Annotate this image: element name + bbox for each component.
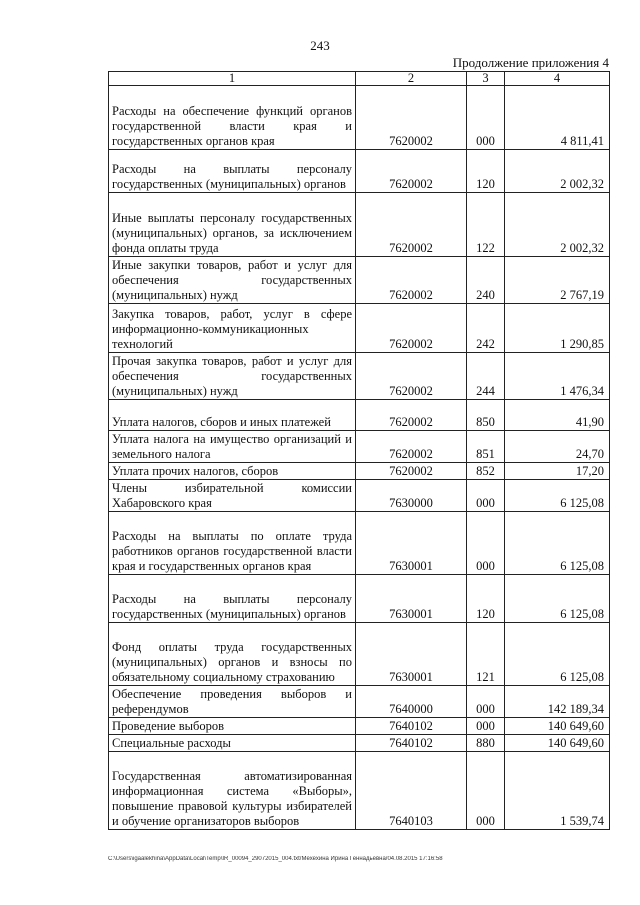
amount-cell: 140 649,60 xyxy=(505,718,610,735)
table-row xyxy=(109,257,610,304)
amount-cell: 2 767,19 xyxy=(505,257,610,304)
expense-name-cell: Прочая закупка товаров, работ и услуг для обеспечения государственных (муниципальных) нужд xyxy=(109,353,356,400)
expense-type-cell: 000 xyxy=(467,752,505,830)
expense-type-cell: 242 xyxy=(467,304,505,353)
expense-type-cell: 000 xyxy=(467,480,505,512)
expense-name-cell: Обеспечение проведения выборов и референдумов xyxy=(109,686,356,718)
expense-type-cell: 120 xyxy=(467,575,505,623)
expense-name-cell: Уплата налога на имущество организаций и земельного налога xyxy=(109,431,356,463)
header-cell: 4 xyxy=(505,72,610,86)
table-row xyxy=(109,463,610,480)
expense-type-cell: 120 xyxy=(467,150,505,193)
amount-cell: 2 002,32 xyxy=(505,150,610,193)
expense-type-cell: 000 xyxy=(467,686,505,718)
expense-type-cell: 000 xyxy=(467,718,505,735)
amount-cell: 6 125,08 xyxy=(505,512,610,575)
table-row xyxy=(109,623,610,686)
target-code-cell: 7630001 xyxy=(356,512,467,575)
target-code-cell: 7640000 xyxy=(356,686,467,718)
file-path-footer: C:\Users\igaalekhina\AppData\Local\Temp\IR_00094_29072015_004.txt/Мехехина Ирина Геннадьевна/04.08.2015 17:16:58 xyxy=(108,856,443,862)
amount-cell: 24,70 xyxy=(505,431,610,463)
target-code-cell: 7640102 xyxy=(356,735,467,752)
target-code-cell: 7620002 xyxy=(356,86,467,150)
expense-name-cell: Иные выплаты персоналу государственных (муниципальных) органов, за исключением фонда оплаты труда xyxy=(109,193,356,257)
target-code-cell: 7620002 xyxy=(356,193,467,257)
expense-type-cell: 240 xyxy=(467,257,505,304)
expense-name-cell: Государственная автоматизированная информационная система «Выборы», повышение правовой культуры избирателей и обучение организаторов выборов xyxy=(109,752,356,830)
amount-cell: 1 476,34 xyxy=(505,353,610,400)
table-row xyxy=(109,400,610,431)
table-row xyxy=(109,304,610,353)
amount-cell: 4 811,41 xyxy=(505,86,610,150)
header-cell: 2 xyxy=(356,72,467,86)
amount-cell: 2 002,32 xyxy=(505,193,610,257)
expense-type-cell: 880 xyxy=(467,735,505,752)
expense-type-cell: 851 xyxy=(467,431,505,463)
amount-cell: 1 290,85 xyxy=(505,304,610,353)
expense-name-cell: Уплата прочих налогов, сборов xyxy=(109,463,356,480)
table-row xyxy=(109,480,610,512)
expense-type-cell: 000 xyxy=(467,86,505,150)
expense-name-cell: Закупка товаров, работ, услуг в сфере информационно-коммуникационных технологий xyxy=(109,304,356,353)
expense-name-cell: Проведение выборов xyxy=(109,718,356,735)
expense-type-cell: 850 xyxy=(467,400,505,431)
table-row xyxy=(109,575,610,623)
target-code-cell: 7620002 xyxy=(356,257,467,304)
table-row xyxy=(109,353,610,400)
target-code-cell: 7640102 xyxy=(356,718,467,735)
expense-name-cell: Специальные расходы xyxy=(109,735,356,752)
target-code-cell: 7640103 xyxy=(356,752,467,830)
expense-name-cell: Члены избирательной комиссии Хабаровского края xyxy=(109,480,356,512)
expense-type-cell: 000 xyxy=(467,512,505,575)
expense-type-cell: 122 xyxy=(467,193,505,257)
target-code-cell: 7620002 xyxy=(356,431,467,463)
target-code-cell: 7630001 xyxy=(356,623,467,686)
page-number: 243 xyxy=(310,38,330,53)
amount-cell: 6 125,08 xyxy=(505,575,610,623)
amount-cell: 6 125,08 xyxy=(505,480,610,512)
target-code-cell: 7630001 xyxy=(356,575,467,623)
amount-cell: 1 539,74 xyxy=(505,752,610,830)
expense-name-cell: Расходы на обеспечение функций органов государственной власти края и государственных органов края xyxy=(109,86,356,150)
table-row xyxy=(109,752,610,830)
amount-cell: 142 189,34 xyxy=(505,686,610,718)
budget-table xyxy=(108,71,610,830)
table-row xyxy=(109,86,610,150)
table-header-row xyxy=(109,72,610,86)
expense-name-cell: Фонд оплаты труда государственных (муниципальных) органов и взносы по обязательному социальному страхованию xyxy=(109,623,356,686)
table-row xyxy=(109,431,610,463)
amount-cell: 6 125,08 xyxy=(505,623,610,686)
table-row xyxy=(109,686,610,718)
target-code-cell: 7620002 xyxy=(356,463,467,480)
header-cell: 1 xyxy=(109,72,356,86)
continuation-label: Продолжение приложения 4 xyxy=(452,55,609,70)
expense-type-cell: 244 xyxy=(467,353,505,400)
target-code-cell: 7630000 xyxy=(356,480,467,512)
expense-name-cell: Расходы на выплаты персоналу государственных (муниципальных) органов xyxy=(109,575,356,623)
table-row xyxy=(109,735,610,752)
header-cell: 3 xyxy=(467,72,505,86)
expense-type-cell: 121 xyxy=(467,623,505,686)
amount-cell: 41,90 xyxy=(505,400,610,431)
target-code-cell: 7620002 xyxy=(356,400,467,431)
table-row xyxy=(109,512,610,575)
expense-name-cell: Расходы на выплаты по оплате труда работников органов государственной власти края и государственных органов края xyxy=(109,512,356,575)
target-code-cell: 7620002 xyxy=(356,353,467,400)
expense-name-cell: Расходы на выплаты персоналу государственных (муниципальных) органов xyxy=(109,150,356,193)
table-row xyxy=(109,193,610,257)
expense-name-cell: Иные закупки товаров, работ и услуг для обеспечения государственных (муниципальных) нужд xyxy=(109,257,356,304)
table-row xyxy=(109,150,610,193)
amount-cell: 17,20 xyxy=(505,463,610,480)
expense-type-cell: 852 xyxy=(467,463,505,480)
amount-cell: 140 649,60 xyxy=(505,735,610,752)
target-code-cell: 7620002 xyxy=(356,150,467,193)
expense-name-cell: Уплата налогов, сборов и иных платежей xyxy=(109,400,356,431)
target-code-cell: 7620002 xyxy=(356,304,467,353)
table-row xyxy=(109,718,610,735)
